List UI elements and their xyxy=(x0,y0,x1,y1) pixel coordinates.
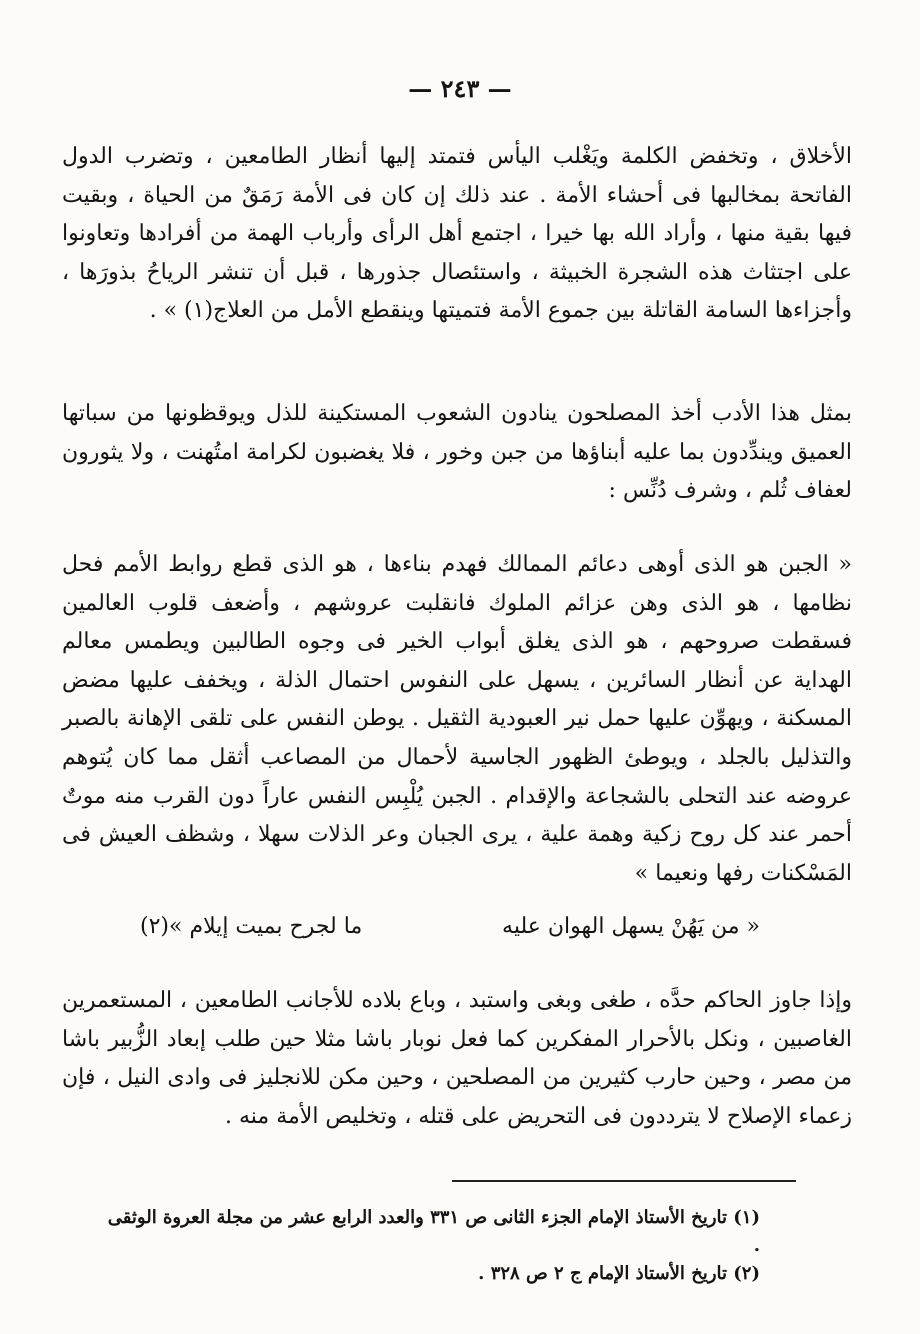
footnote-divider xyxy=(452,1180,796,1182)
verse-first-hemistich: « من يَهُنْ يسهل الهوان عليه xyxy=(502,914,760,939)
quotation-paragraph xyxy=(62,546,852,893)
verse-second-hemistich: ما لجرح بميت إيلام »(٢) xyxy=(140,914,363,939)
paragraph-text: بمثل هذا الأدب أخذ المصلحون ينادون الشعوب المستكينة للذل ويوقظونها من سباتها العميق ويندِّدون بما عليه أبناؤها من جبن وخور ، فلا يغضبون لكرامة امتُهنت ، ولا يثورون لعفاف ثُلم ، وشرف دُنِّس : xyxy=(62,401,852,504)
paragraph-text: الأخلاق ، وتخفض الكلمة ويَغْلب اليأس فتمتد إليها أنظار الطامعين ، وتضرب الدول الفاتحة بمخالبها فى أحشاء الأمة . عند ذلك إن كان فى الأمة رَمَقٌ من الحياة ، وبقيت فيها بقية منها ، وأراد الله بها خيرا ، اجتمع أهل الرأى وأرباب الهمة من أفرادها وتعاونوا على اجتثاث هذه الشجرة الخبيثة ، واستئصال جذورها ، قبل أن تنشر الرياحُ بذورَها ، وأجزاءها السامة القاتلة بين جموع الأمة فتميتها وينقطع الأمل من العلاج(١) » . xyxy=(62,144,852,324)
paragraph-4 xyxy=(62,982,852,1136)
paragraph-text: وإذا جاوز الحاكم حدَّه ، طغى وبغى واستبد ، وباع بلاده للأجانب الطامعين ، المستعمرين الغاصبين ، ونكل بالأحرار المفكرين كما فعل نوبار باشا مثلا حين طلب إبعاد الزُّبير باشا من مصر ، وحين حارب كثيرين من المصلحين ، وحين مكن للانجليز فى وادى النيل ، فإن زعماء الإصلاح لا يترددون فى التحريض على قتله ، وتخليص الأمة منه . xyxy=(62,988,852,1129)
footnote-2: (٢) تاريخ الأستاذ الإمام ج ٢ ص ٣٢٨ . xyxy=(478,1263,760,1284)
footnotes xyxy=(100,1204,760,1288)
page-number: — ٢٤٣ — xyxy=(408,74,512,103)
paragraph-1 xyxy=(62,138,852,331)
paragraph-text: « الجبن هو الذى أوهى دعائم الممالك فهدم بناءها ، هو الذى قطع روابط الأمم فحل نظامها ، هو الذى وهن عزائم الملوك فانقلبت عروشهم ، وأضعف قلوب العالمين فسقطت صروحهم ، هو الذى يغلق أبواب الخير فى وجوه الطالبين ويطمس معالم الهداية عن أنظار السائرين ، يسهل على النفوس احتمال الذلة ، ويخفف عليها مضض المسكنة ، ويهوِّن عليها حمل نير العبودية الثقيل . يوطن النفس على تلقى الإهانة بالصبر والتذليل بالجلد ، ويوطئ الظهور الجاسية لأحمال من المصاعب أثقل مما كان يُتوهم عروضه عند التحلى بالشجاعة والإقدام . الجبن يُلْبِس النفس عاراً دون القرب منه موتٌ أحمر عند كل روح زكية وهمة علية ، يرى الجبان وعر الذلات سهلا ، وشظف العيش فى المَسْكنات رفها ونعيما » xyxy=(62,552,853,886)
poetry-verse xyxy=(140,908,760,946)
footnote-1: (١) تاريخ الأستاذ الإمام الجزء الثانى ص ٣٣١ والعدد الرابع عشر من مجلة العروة الوثقى . xyxy=(107,1207,760,1256)
paragraph-2 xyxy=(62,395,852,511)
